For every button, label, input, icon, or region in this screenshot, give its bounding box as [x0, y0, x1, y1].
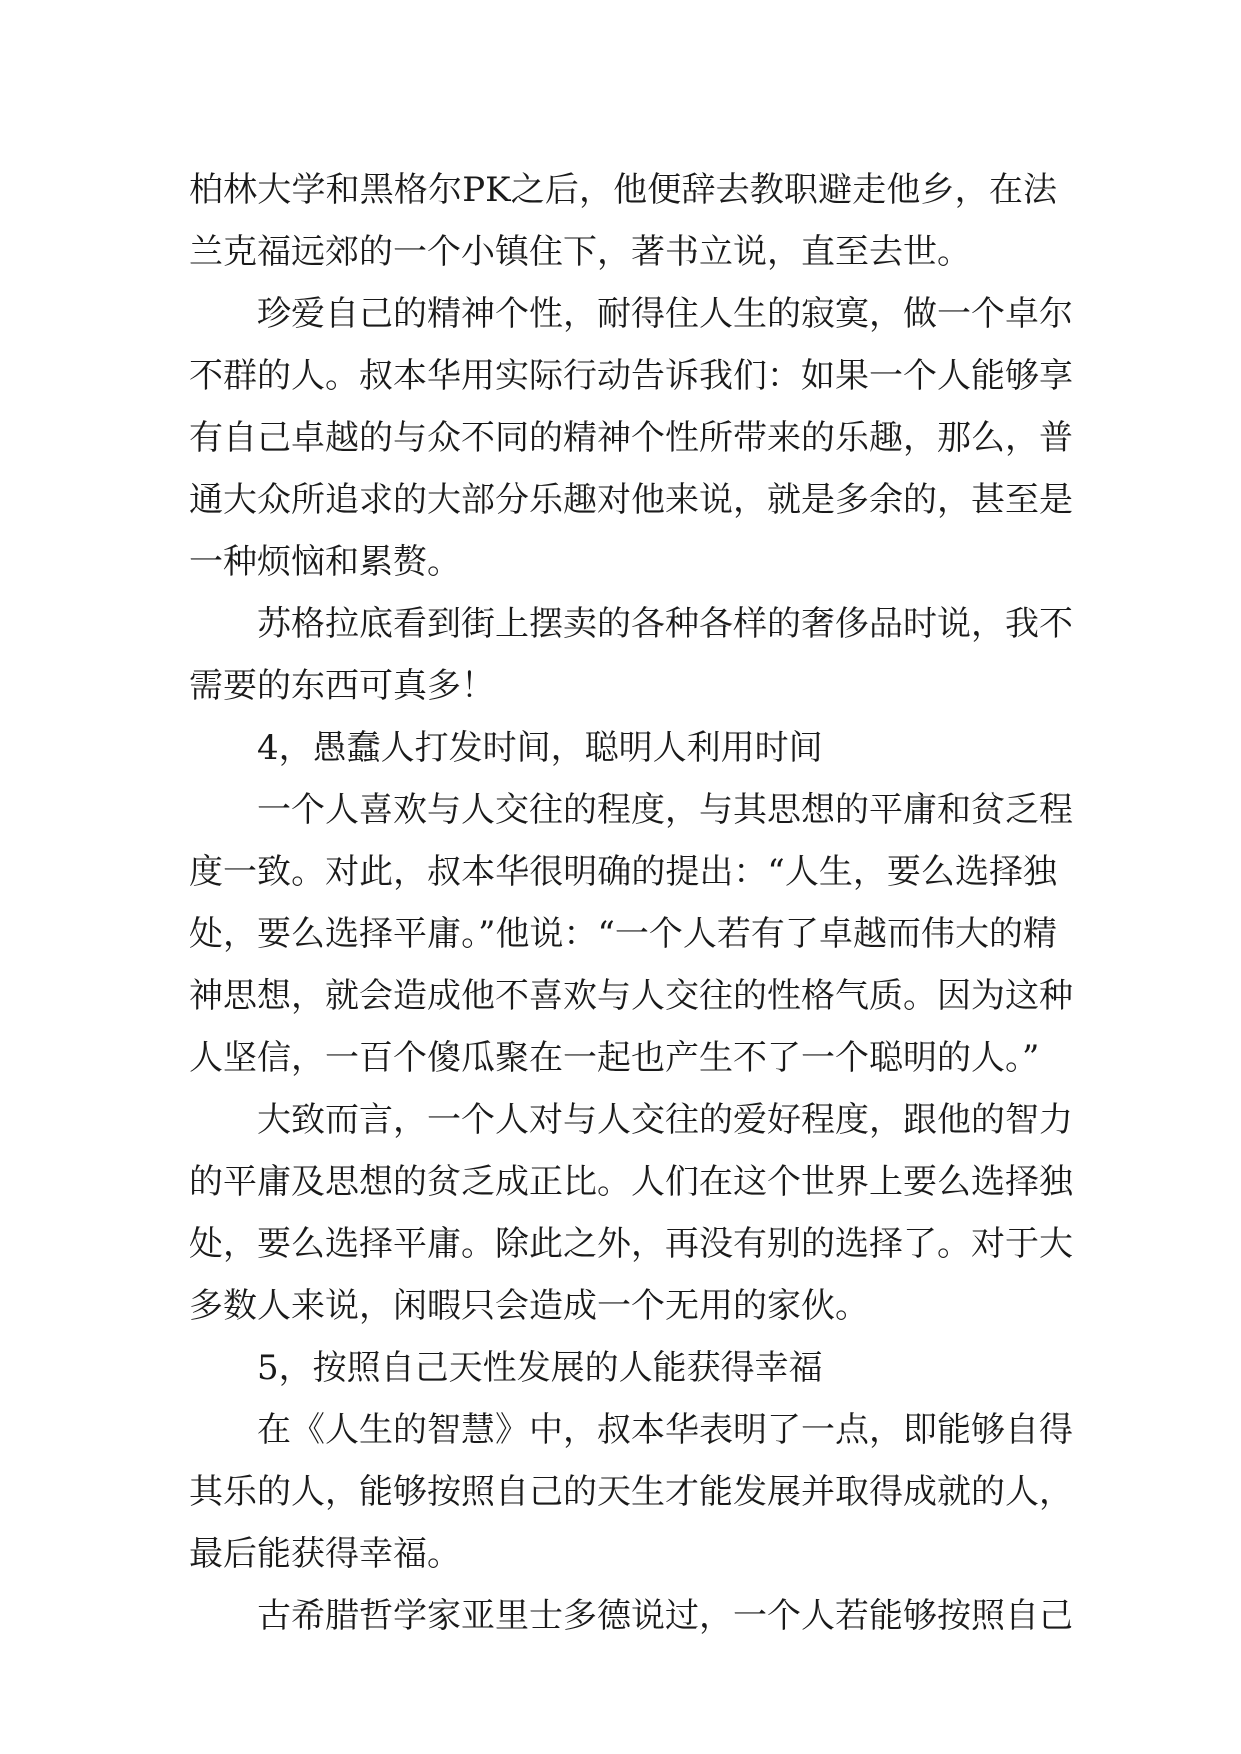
text-line: 神思想，就会造成他不喜欢与人交往的性格气质。因为这种 — [189, 976, 1073, 1016]
text-line: 有自己卓越的与众不同的精神个性所带来的乐趣，那么，普 — [189, 418, 1073, 458]
text-line: 需要的东西可真多！ — [189, 666, 495, 706]
text-line: 其乐的人，能够按照自己的天生才能发展并取得成就的人， — [189, 1472, 1073, 1512]
text-line: 柏林大学和黑格尔PK之后，他便辞去教职避走他乡，在法 — [189, 170, 1057, 210]
text-line: 在《人生的智慧》中，叔本华表明了一点，即能够自得 — [257, 1410, 1073, 1450]
body-text — [189, 159, 1073, 1647]
text-line: 度一致。对此，叔本华很明确的提出：“人生，要么选择独 — [189, 852, 1057, 892]
text-line: 最后能获得幸福。 — [189, 1534, 461, 1574]
text-line: 通大众所追求的大部分乐趣对他来说，就是多余的，甚至是 — [189, 480, 1073, 520]
text-line: 处，要么选择平庸。”他说：“一个人若有了卓越而伟大的精 — [189, 914, 1057, 954]
text-line: 不群的人。叔本华用实际行动告诉我们：如果一个人能够享 — [189, 356, 1073, 396]
section-heading: 4，愚蠢人打发时间，聪明人利用时间 — [257, 728, 823, 768]
text-line: 的平庸及思想的贫乏成正比。人们在这个世界上要么选择独 — [189, 1162, 1073, 1202]
text-line: 大致而言，一个人对与人交往的爱好程度，跟他的智力 — [257, 1100, 1073, 1140]
text-line: 一个人喜欢与人交往的程度，与其思想的平庸和贫乏程 — [257, 790, 1073, 830]
text-line: 古希腊哲学家亚里士多德说过，一个人若能够按照自己 — [257, 1596, 1073, 1636]
text-line: 人坚信，一百个傻瓜聚在一起也产生不了一个聪明的人。” — [189, 1038, 1040, 1078]
section-heading: 5，按照自己天性发展的人能获得幸福 — [257, 1348, 823, 1388]
text-line: 一种烦恼和累赘。 — [189, 542, 461, 582]
text-line: 多数人来说，闲暇只会造成一个无用的家伙。 — [189, 1286, 869, 1326]
text-line: 兰克福远郊的一个小镇住下，著书立说，直至去世。 — [189, 232, 971, 272]
text-line: 珍爱自己的精神个性，耐得住人生的寂寞，做一个卓尔 — [257, 294, 1073, 334]
text-line: 处，要么选择平庸。除此之外，再没有别的选择了。对于大 — [189, 1224, 1073, 1264]
text-line: 苏格拉底看到街上摆卖的各种各样的奢侈品时说，我不 — [257, 604, 1073, 644]
